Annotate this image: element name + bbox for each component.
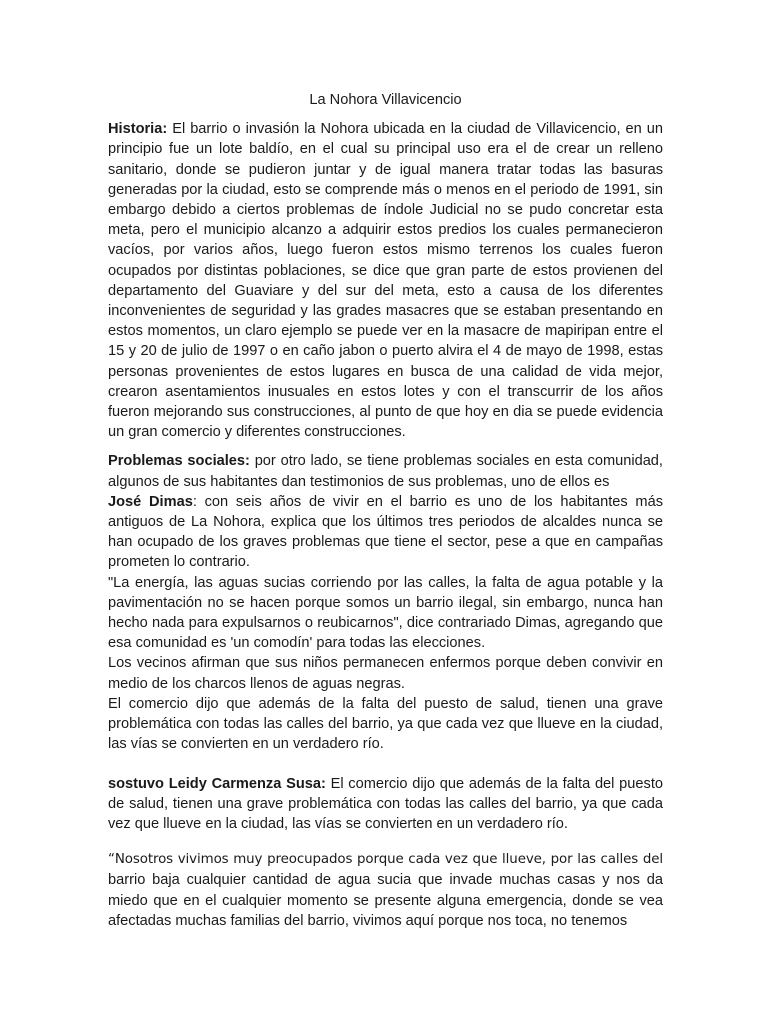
- historia-text: El barrio o invasión la Nohora ubicada en la ciudad de Villavicencio, en un principio fue un lote baldío, en el cual su principal uso era el de crear un relleno sanitario, donde se pudieron juntar y de igual manera tratar todas las basuras generadas por la ciudad, esto se comprende más o menos en el periodo de 1991, sin embargo debido a ciertos problemas de índole Judicial no se pudo concretar esta meta, pero el municipio alcanzo a adquirir estos predios los cuales permanecieron vacíos, por varios años, luego fueron estos mismo terrenos los cuales fueron ocupados por distintas poblaciones, se dice que gran parte de estos provienen del departamento del Guaviare y del sur del meta, esto a causa de los diferentes inconvenientes de seguridad y las grades masacres que se estaban presentando en estos momentos, un claro ejemplo se puede ver en la masacre de mapiripan entre el 15 y 20 de julio de 1997 o en caño jabon o puerto alvira el 4 de mayo de 1998, estas personas provenientes de estos lugares en busca de una calidad de vida mejor, crearon asentamientos inusuales en estos lotes y con el transcurrir de los años fueron mejorando sus construcciones, al punto de que hoy en dia se puede evidencia un gran comercio y diferentes construcciones.: [108, 121, 663, 441]
- nosotros-quote-paragraph: [108, 849, 663, 931]
- problemas-label: Problemas sociales:: [108, 453, 250, 470]
- jose-dimas-text: : con seis años de vivir en el barrio es uno de los habitantes más antiguos de La Nohora, explica que los últimos tres periodos de alcaldes nunca se han ocupado de los graves problemas que tiene el sector, pese a que en campañas prometen lo contrario.: [108, 493, 663, 571]
- nosotros-quote-rest: barrio baja cualquier cantidad de agua sucia que invade muchas casas y nos da miedo que en el cualquier momento se presente alguna emergencia, donde se vea afectadas muchas familias del barrio, vivimos aquí porque nos toca, no tenemos: [108, 872, 663, 929]
- jose-dimas-paragraph: [108, 492, 663, 573]
- historia-paragraph: [108, 119, 663, 442]
- vecinos-paragraph: Los vecinos afirman que sus niños permanecen enfermos porque deben convivir en medio de los charcos llenos de aguas negras.: [108, 655, 663, 692]
- document-title: La Nohora Villavicencio: [309, 92, 462, 108]
- leidy-paragraph: [108, 774, 663, 835]
- historia-label: Historia:: [108, 121, 168, 138]
- document-page: [108, 90, 663, 931]
- leidy-label: sostuvo Leidy Carmenza Susa:: [108, 775, 326, 792]
- problemas-text: por otro lado, se tiene problemas sociales en esta comunidad, algunos de sus habitantes dan testimonios de sus problemas, uno de ellos es: [108, 453, 663, 490]
- comercio-paragraph: El comercio dijo que además de la falta del puesto de salud, tienen una grave problemática con todas las calles del barrio, ya que cada vez que llueve en la ciudad, las vías se convierten en un verdadero río.: [108, 695, 663, 753]
- problemas-paragraph: [108, 451, 663, 491]
- nosotros-quote-first-line: “Nosotros vivimos muy preocupados porque cada vez que llueve, por las calles del: [108, 852, 663, 868]
- jose-dimas-label: José Dimas: [108, 493, 193, 510]
- energia-quote-paragraph: "La energía, las aguas sucias corriendo por las calles, la falta de agua potable y la pavimentación no se hacen porque somos un barrio ilegal, sin embargo, nunca han hecho nada para expulsarnos o reubicarnos", dice contrariado Dimas, agregando que esa comunidad es 'un comodín' para todas las elecciones.: [108, 574, 663, 652]
- leidy-text: El comercio dijo que además de la falta del puesto de salud, tienen una grave problemática con todas las calles del barrio, ya que cada vez que llueve en la ciudad, las vías se convierten en un verdadero río.: [108, 775, 663, 832]
